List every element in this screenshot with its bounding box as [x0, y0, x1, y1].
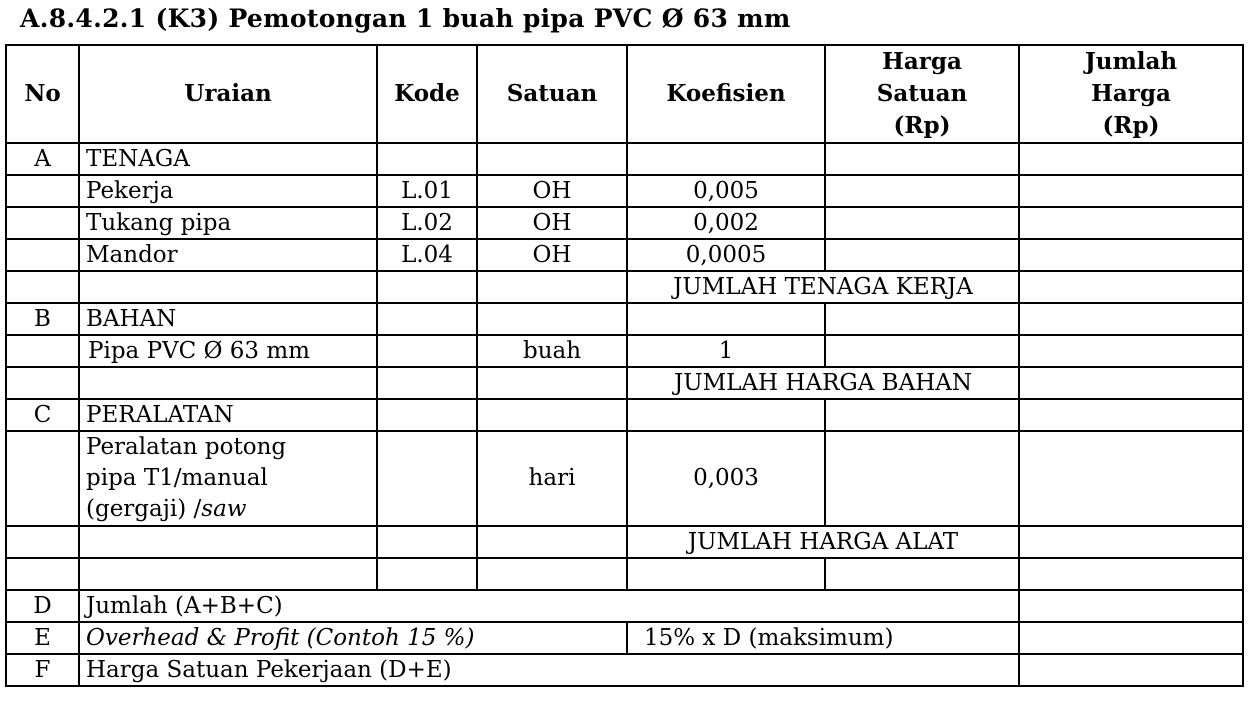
- header-harga-satuan-line1: Harga: [882, 48, 962, 75]
- empty-cell: [79, 558, 377, 590]
- empty-cell: [825, 239, 1019, 271]
- section-b-label: BAHAN: [79, 303, 377, 335]
- empty-cell: [1019, 622, 1243, 654]
- empty-cell: [1019, 431, 1243, 526]
- subtotal-row: [6, 526, 1243, 558]
- koefisien-cell: 0,002: [627, 207, 825, 239]
- empty-cell: [79, 271, 377, 303]
- header-row: [6, 45, 1243, 143]
- header-jumlah-harga-line2: Harga: [1091, 80, 1171, 107]
- section-b-row: [6, 303, 1243, 335]
- empty-cell: [825, 335, 1019, 367]
- row-f-no: F: [6, 654, 79, 686]
- koefisien-cell: 1: [627, 335, 825, 367]
- kode-cell: [377, 431, 477, 526]
- header-kode: Kode: [377, 45, 477, 143]
- kode-cell: L.01: [377, 175, 477, 207]
- table-row: [6, 175, 1243, 207]
- empty-cell: [627, 303, 825, 335]
- cost-analysis-table: [5, 44, 1244, 687]
- kode-cell: L.02: [377, 207, 477, 239]
- row-d: [6, 590, 1243, 622]
- empty-cell: [1019, 143, 1243, 175]
- empty-cell: [627, 143, 825, 175]
- section-c-no: C: [6, 399, 79, 431]
- empty-cell: [477, 526, 627, 558]
- section-a-row: [6, 143, 1243, 175]
- section-c-row: [6, 399, 1243, 431]
- empty-cell: [1019, 335, 1243, 367]
- header-satuan: Satuan: [477, 45, 627, 143]
- section-a-no: A: [6, 143, 79, 175]
- empty-cell: [477, 558, 627, 590]
- header-jumlah-harga-line3: (Rp): [1102, 112, 1160, 139]
- empty-cell: [1019, 590, 1243, 622]
- empty-cell: [477, 367, 627, 399]
- empty-cell: [377, 271, 477, 303]
- kode-cell: L.04: [377, 239, 477, 271]
- satuan-cell: buah: [477, 335, 627, 367]
- table-row: [6, 239, 1243, 271]
- header-no: No: [6, 45, 79, 143]
- empty-cell: [477, 143, 627, 175]
- empty-cell: [1019, 303, 1243, 335]
- satuan-cell: hari: [477, 431, 627, 526]
- koefisien-cell: 0,005: [627, 175, 825, 207]
- header-jumlah-harga: [1019, 45, 1243, 143]
- row-e-formula: 15% x D (maksimum): [627, 622, 1019, 654]
- uraian-line2: pipa T1/manual: [86, 465, 268, 491]
- empty-cell: [1019, 175, 1243, 207]
- empty-cell: [6, 367, 79, 399]
- header-koefisien: Koefisien: [627, 45, 825, 143]
- empty-cell: [377, 367, 477, 399]
- row-e-label: Overhead & Profit (Contoh 15 %): [79, 622, 627, 654]
- subtotal-row: [6, 271, 1243, 303]
- empty-cell: [377, 143, 477, 175]
- uraian-cell: Tukang pipa: [79, 207, 377, 239]
- empty-cell: [825, 207, 1019, 239]
- uraian-line3: [86, 494, 370, 525]
- table-row: [6, 207, 1243, 239]
- header-harga-satuan-line2: Satuan: [876, 80, 968, 107]
- satuan-cell: OH: [477, 207, 627, 239]
- koefisien-cell: 0,003: [627, 431, 825, 526]
- uraian-line3-text: (gergaji) /: [86, 496, 202, 522]
- subtotal-row: [6, 367, 1243, 399]
- section-b-no: B: [6, 303, 79, 335]
- uraian-cell: Mandor: [79, 239, 377, 271]
- uraian-line1: Peralatan potong: [86, 434, 287, 460]
- header-harga-satuan-line3: (Rp): [893, 112, 951, 139]
- empty-cell: [6, 526, 79, 558]
- header-harga-satuan: [825, 45, 1019, 143]
- row-d-label: Jumlah (A+B+C): [79, 590, 1019, 622]
- empty-cell: [6, 271, 79, 303]
- table-row: [6, 431, 1243, 526]
- empty-cell: [1019, 207, 1243, 239]
- page-title: A.8.4.2.1 (K3) Pemotongan 1 buah pipa PVC Ø 63 mm: [20, 4, 791, 33]
- subtotal-label: JUMLAH HARGA BAHAN: [627, 367, 1019, 399]
- empty-cell: [6, 207, 79, 239]
- subtotal-label: JUMLAH HARGA ALAT: [627, 526, 1019, 558]
- row-d-no: D: [6, 590, 79, 622]
- section-a-label: TENAGA: [79, 143, 377, 175]
- empty-cell: [6, 431, 79, 526]
- uraian-cell: [79, 431, 377, 526]
- satuan-cell: OH: [477, 239, 627, 271]
- empty-cell: [1019, 558, 1243, 590]
- empty-cell: [377, 526, 477, 558]
- table-row: [6, 335, 1243, 367]
- empty-cell: [1019, 399, 1243, 431]
- empty-cell: [1019, 526, 1243, 558]
- empty-cell: [825, 431, 1019, 526]
- empty-cell: [6, 558, 79, 590]
- uraian-cell: Pekerja: [79, 175, 377, 207]
- empty-cell: [825, 143, 1019, 175]
- empty-cell: [6, 239, 79, 271]
- koefisien-cell: 0,0005: [627, 239, 825, 271]
- empty-cell: [377, 303, 477, 335]
- empty-cell: [79, 367, 377, 399]
- header-jumlah-harga-line1: Jumlah: [1084, 48, 1178, 75]
- empty-cell: [627, 558, 825, 590]
- empty-cell: [627, 399, 825, 431]
- header-uraian: Uraian: [79, 45, 377, 143]
- empty-cell: [825, 558, 1019, 590]
- empty-cell: [825, 303, 1019, 335]
- empty-cell: [6, 335, 79, 367]
- empty-cell: [1019, 367, 1243, 399]
- blank-row: [6, 558, 1243, 590]
- empty-cell: [477, 303, 627, 335]
- empty-cell: [79, 526, 377, 558]
- empty-cell: [825, 175, 1019, 207]
- row-f: [6, 654, 1243, 686]
- empty-cell: [825, 399, 1019, 431]
- uraian-cell: Pipa PVC Ø 63 mm: [79, 335, 377, 367]
- section-c-label: PERALATAN: [79, 399, 377, 431]
- kode-cell: [377, 335, 477, 367]
- empty-cell: [1019, 271, 1243, 303]
- subtotal-label: JUMLAH TENAGA KERJA: [627, 271, 1019, 303]
- empty-cell: [477, 399, 627, 431]
- empty-cell: [377, 399, 477, 431]
- empty-cell: [1019, 239, 1243, 271]
- empty-cell: [477, 271, 627, 303]
- uraian-line3-italic: saw: [201, 496, 247, 522]
- row-f-label: Harga Satuan Pekerjaan (D+E): [79, 654, 1019, 686]
- empty-cell: [1019, 654, 1243, 686]
- row-e-no: E: [6, 622, 79, 654]
- row-e: [6, 622, 1243, 654]
- empty-cell: [377, 558, 477, 590]
- satuan-cell: OH: [477, 175, 627, 207]
- empty-cell: [6, 175, 79, 207]
